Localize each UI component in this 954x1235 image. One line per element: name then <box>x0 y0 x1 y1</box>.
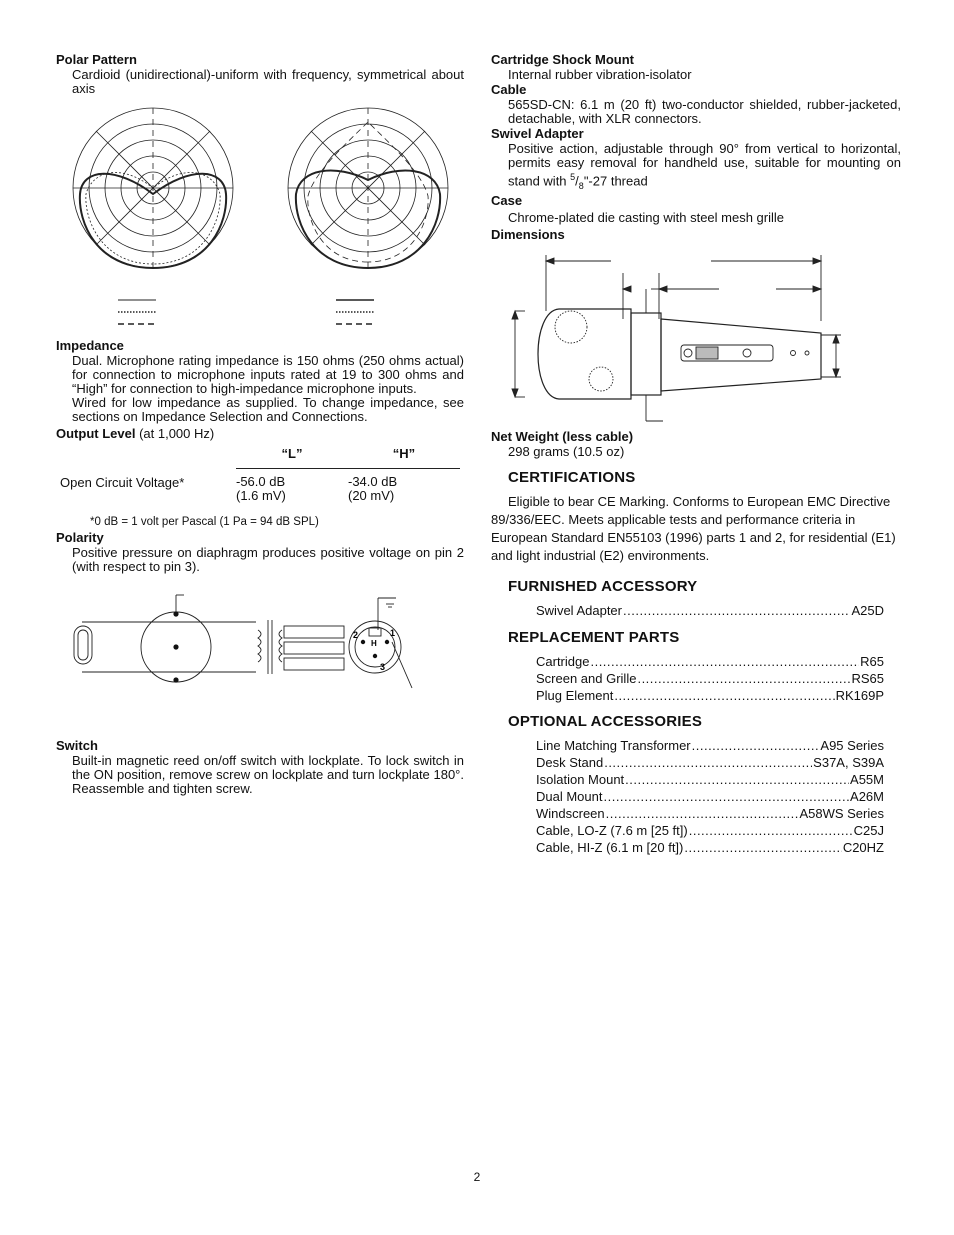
impedance-text-1: Dual. Microphone rating impedance is 150 ohms (250 ohms actual) for connection to microphone inputs rated at 19 to 300 ohms and “High” for connection to high-impedance microphone inputs. <box>72 353 464 396</box>
polar-plot-right <box>288 108 448 268</box>
replacement-parts-heading: REPLACEMENT PARTS <box>508 628 680 646</box>
open-circuit-voltage-label: Open Circuit Voltage* <box>60 474 185 490</box>
polar-pattern-diagrams <box>56 102 464 338</box>
polar-pattern-text: Cardioid (unidirectional)-uniform with frequency, symmetrical about axis <box>72 67 464 96</box>
h-db: -34.0 dB <box>348 474 398 489</box>
shock-mount-heading: Cartridge Shock Mount <box>491 52 635 67</box>
list-item: Cartridge ..... R65 <box>536 653 884 670</box>
output-level-heading <box>56 426 464 442</box>
pin-3-dot <box>373 654 377 658</box>
output-level-table <box>60 442 460 503</box>
list-item: Dual Mount ..... A26M <box>536 788 884 805</box>
swivel-fraction-num: 5 <box>570 172 576 182</box>
list-item: Desk Stand ..... S37A, S39A <box>536 754 884 771</box>
swivel-text-post: "-27 thread <box>583 173 648 189</box>
list-item: Plug Element ..... RK169P <box>536 687 884 704</box>
microphone-dimension-drawing <box>491 249 901 429</box>
swivel-text-pre: Positive action, adjustable through 90° from vertical to horizontal, permits easy removal for handheld use, suitable for mounting on stand with <box>508 141 901 189</box>
l-value-cell <box>236 469 348 504</box>
output-level-title: Output Level <box>56 426 136 441</box>
list-item: Line Matching Transformer ..... A95 Series <box>536 737 884 754</box>
switch-text: Built-in magnetic reed on/off switch with lockplate. To lock switch in the ON position, remove screw on lockplate and turn lockplate 180°. Reassemble and tighten screw. <box>72 753 464 796</box>
cable-heading: Cable <box>491 82 527 97</box>
list-item: Screen and Grille ..... RS65 <box>536 670 884 687</box>
swivel-heading: Swivel Adapter <box>491 126 584 141</box>
polarity-text: Positive pressure on diaphragm produces positive voltage on pin 2 (with respect to pin 3). <box>72 545 464 574</box>
left-column <box>56 52 464 796</box>
pin-1-label: 1 <box>390 628 396 638</box>
h-mv: (20 mV) <box>348 488 395 503</box>
net-weight-heading: Net Weight (less cable) <box>491 428 634 444</box>
swivel-fraction-slash: / <box>575 173 579 189</box>
l-db: -56.0 dB <box>236 474 286 489</box>
polar-pattern-heading: Polar Pattern <box>56 52 137 67</box>
output-level-footnote: *0 dB = 1 volt per Pascal (1 Pa = 94 dB SPL) <box>90 516 319 528</box>
polar-plot-left <box>73 108 233 268</box>
output-level-note: (at 1,000 Hz) <box>139 426 215 441</box>
cable-text: 565SD-CN: 6.1 m (20 ft) two-conductor shielded, rubber-jacketed, detachable, with XLR connectors. <box>508 97 901 126</box>
h-value-cell <box>348 469 460 504</box>
shock-mount-text: Internal rubber vibration-isolator <box>508 67 692 82</box>
swivel-text <box>508 142 901 193</box>
impedance-text-2: Wired for low impedance as supplied. To change impedance, see sections on Impedance Selection and Connections. <box>72 395 464 424</box>
right-column <box>491 52 901 856</box>
pin-3-label: 3 <box>380 662 386 672</box>
l-mv: (1.6 mV) <box>236 488 286 503</box>
swivel-fraction-den: 8 <box>578 180 584 191</box>
replacement-parts-list <box>491 653 901 704</box>
list-item: Cable, HI-Z (6.1 m [20 ft]) ..... C20HZ <box>536 839 884 856</box>
furnished-accessory-heading: FURNISHED ACCESSORY <box>508 577 698 595</box>
case-heading: Case <box>491 192 523 208</box>
case-text: Chrome-plated die casting with steel mesh grille <box>508 209 785 225</box>
dimensions-heading: Dimensions <box>491 226 565 242</box>
list-item: Swivel Adapter ..... A25D <box>536 602 884 619</box>
pin-2-dot <box>361 640 365 644</box>
furnished-accessory-list <box>491 602 901 619</box>
certifications-text: Eligible to bear CE Marking. Conforms to European EMC Directive 89/336/EEC. Meets applicable tests and performance criteria in European Standard EN55103 (1996) parts 1 and 2, for residential (E1) and light industrial (E2) environments. <box>491 493 896 563</box>
optional-accessories-heading: OPTIONAL ACCESSORIES <box>508 712 703 730</box>
impedance-heading: Impedance <box>56 338 124 353</box>
mic-dot-bottom <box>173 677 178 682</box>
page-number: 2 <box>473 1170 481 1184</box>
tap-h-label: H <box>371 639 377 648</box>
polar-legend-left <box>118 300 156 324</box>
col-l-header: “L” <box>281 446 303 461</box>
polarity-wiring-diagram <box>56 590 464 730</box>
mic-dot-center <box>173 644 178 649</box>
certifications-heading: CERTIFICATIONS <box>508 468 636 486</box>
net-weight-text: 298 grams (10.5 oz) <box>508 443 625 459</box>
list-item: Isolation Mount ..... A55M <box>536 771 884 788</box>
switch-heading: Switch <box>56 738 98 753</box>
list-item: Windscreen ..... A58WS Series <box>536 805 884 822</box>
polar-legend-right <box>336 300 374 324</box>
polarity-heading: Polarity <box>56 530 104 545</box>
list-item: Cable, LO-Z (7.6 m [25 ft]) ..... C25J <box>536 822 884 839</box>
pin-1-dot <box>385 640 389 644</box>
mic-dot-top <box>173 611 178 616</box>
optional-accessories-list <box>491 737 901 856</box>
col-h-header: “H” <box>392 446 416 461</box>
pin-2-label: 2 <box>353 630 359 640</box>
